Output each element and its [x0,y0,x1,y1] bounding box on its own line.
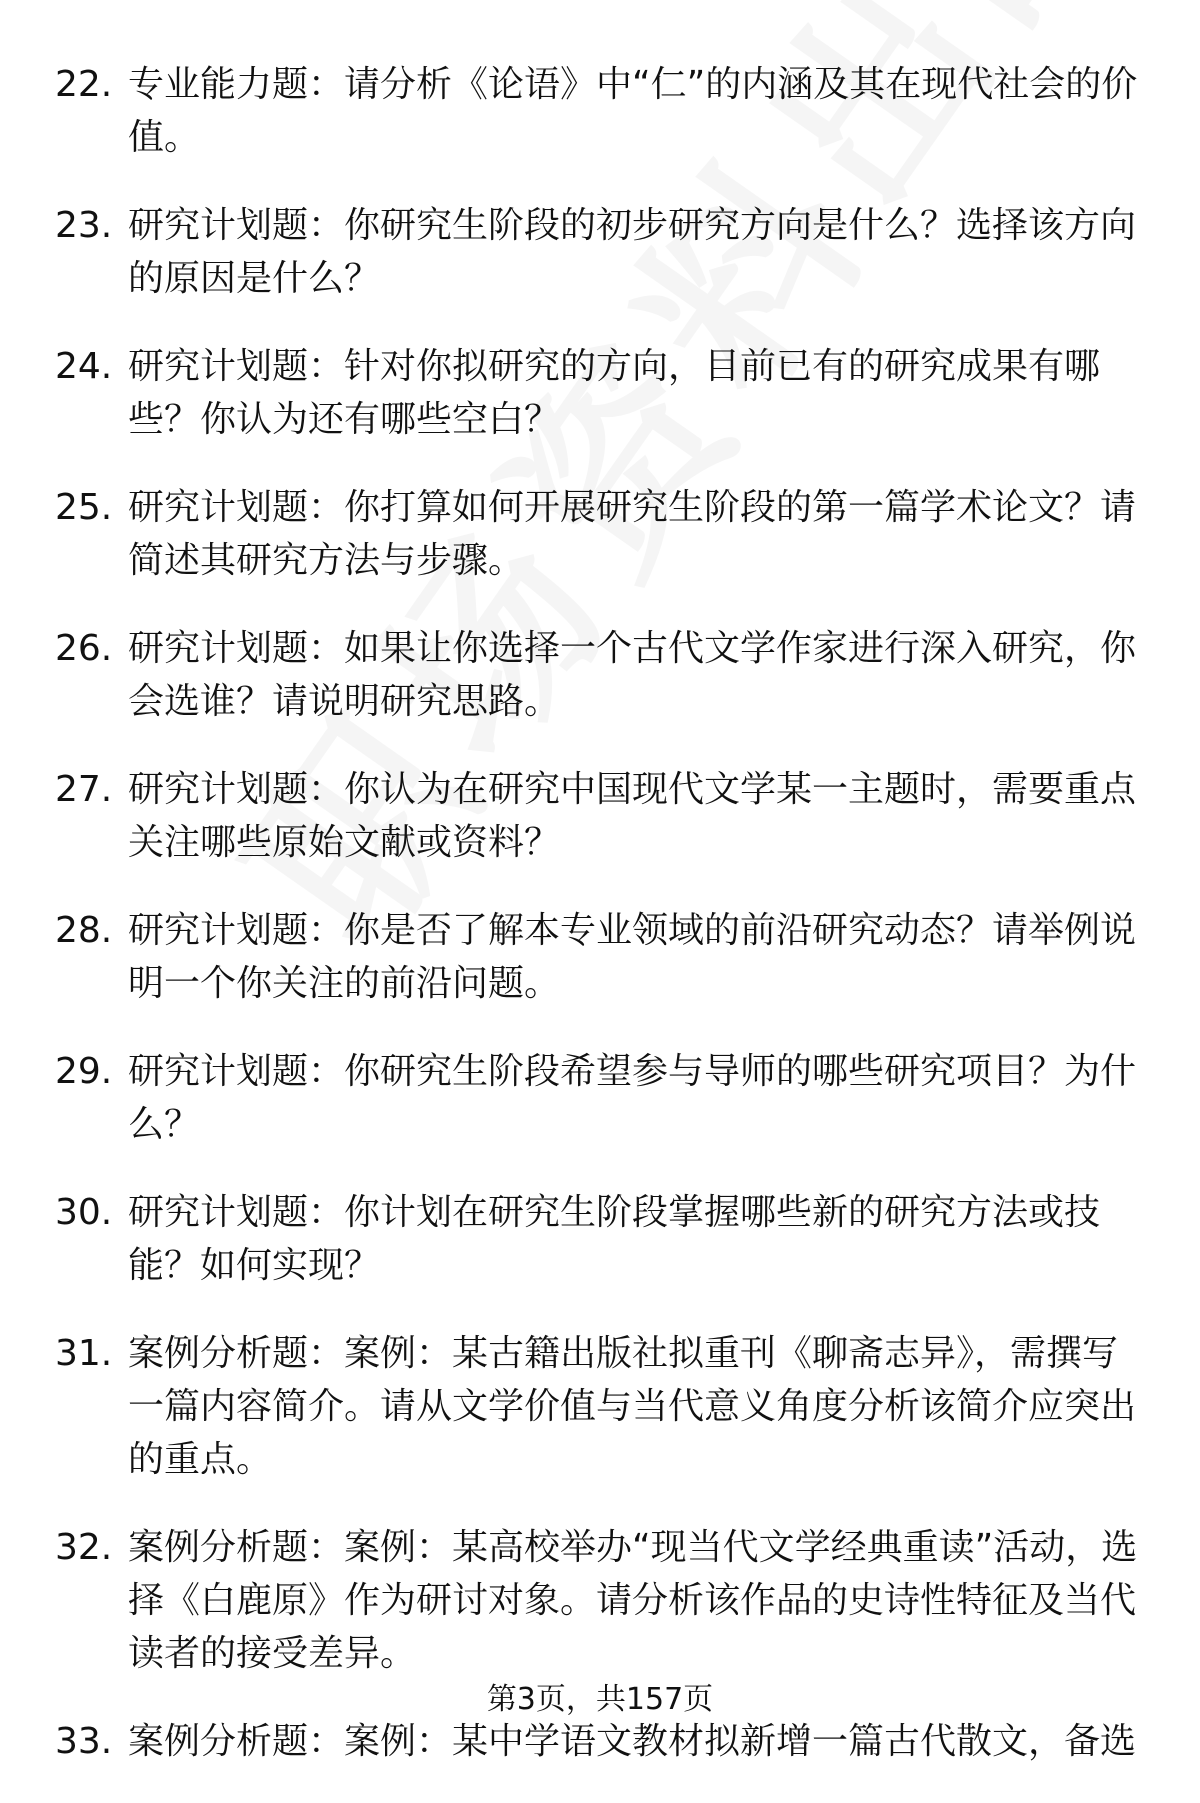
question-text: 研究计划题：如果让你选择一个古代文学作家进行深入研究，你会选谁？请说明研究思路。 [128,628,1137,722]
question-item [55,1521,1145,1680]
question-text: 案例分析题：案例：某中学语文教材拟新增一篇古代散文，备选 [128,1721,1137,1762]
question-item [55,1715,1145,1768]
question-text: 研究计划题：你研究生阶段希望参与导师的哪些研究项目？为什么？ [128,1051,1137,1145]
question-item [55,199,1145,305]
question-number: 30. [55,1192,113,1233]
question-number: 26. [55,628,113,669]
question-text: 研究计划题：你计划在研究生阶段掌握哪些新的研究方法或技能？如何实现？ [128,1192,1101,1286]
question-item [55,481,1145,587]
question-number: 31. [55,1333,113,1374]
question-item [55,340,1145,446]
question-text: 研究计划题：你是否了解本专业领域的前沿研究动态？请举例说明一个你关注的前沿问题。 [128,910,1137,1004]
question-item [55,1327,1145,1486]
question-number: 32. [55,1527,113,1568]
question-item [55,763,1145,869]
question-text: 专业能力题：请分析《论语》中“仁”的内涵及其在现代社会的价值。 [128,64,1138,158]
question-item [55,1186,1145,1292]
question-list [55,58,1145,1803]
question-number: 27. [55,769,113,810]
question-text: 研究计划题：针对你拟研究的方向，目前已有的研究成果有哪些？你认为还有哪些空白？ [128,346,1101,440]
question-number: 25. [55,487,113,528]
question-number: 29. [55,1051,113,1092]
question-number: 23. [55,205,113,246]
question-text: 研究计划题：你认为在研究中国现代文学某一主题时，需要重点关注哪些原始文献或资料？ [128,769,1137,863]
question-number: 22. [55,64,113,105]
question-item [55,622,1145,728]
question-text: 研究计划题：你研究生阶段的初步研究方向是什么？选择该方向的原因是什么？ [128,205,1137,299]
question-text: 研究计划题：你打算如何开展研究生阶段的第一篇学术论文？请简述其研究方法与步骤。 [128,487,1137,581]
question-number: 24. [55,346,113,387]
question-item [55,904,1145,1010]
question-text: 案例分析题：案例：某高校举办“现当代文学经典重读”活动，选择《白鹿原》作为研讨对象。请分析该作品的史诗性特征及当代读者的接受差异。 [128,1527,1138,1674]
question-item [55,58,1145,164]
page-footer: 第3页，共157页 [486,1682,714,1717]
question-text: 案例分析题：案例：某古籍出版社拟重刊《聊斋志异》，需撰写一篇内容简介。请从文学价值与当代意义角度分析该简介应突出的重点。 [128,1333,1137,1480]
question-number: 28. [55,910,113,951]
question-item [55,1045,1145,1151]
question-number: 33. [55,1721,113,1762]
